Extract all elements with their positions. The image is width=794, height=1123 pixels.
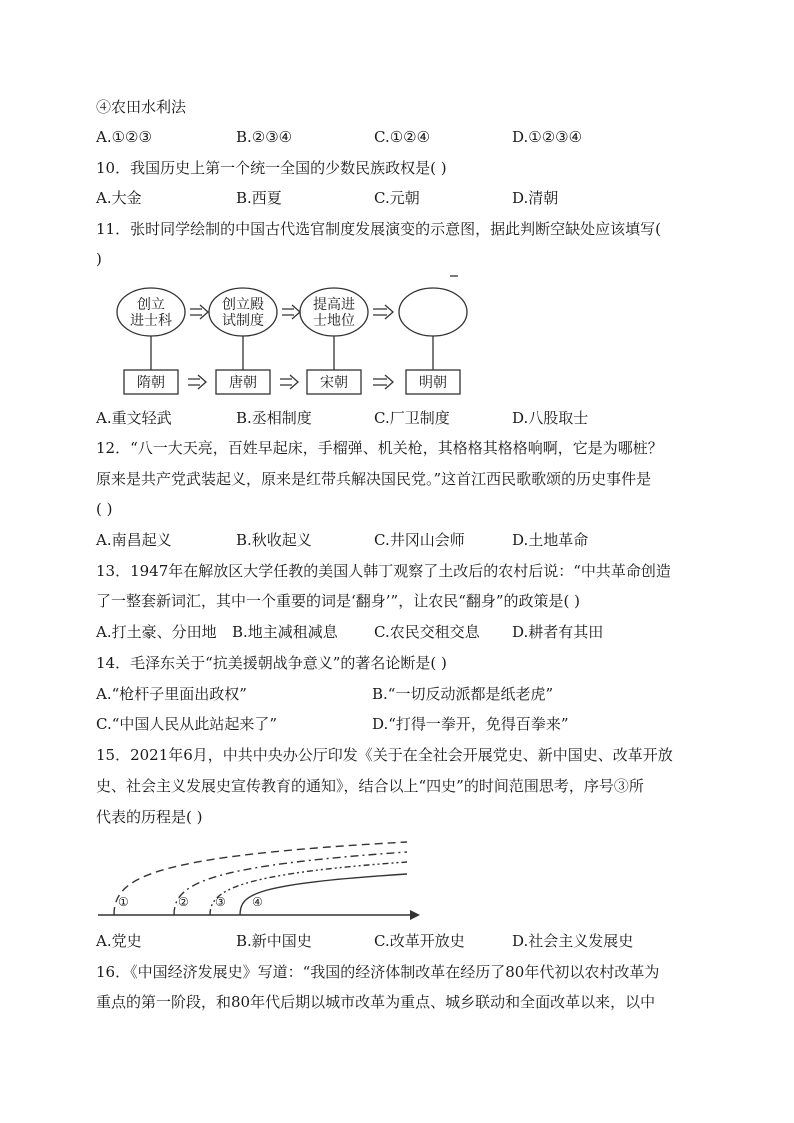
q15-option-d[interactable]: D.社会主义发展史: [512, 932, 634, 950]
q14-option-c[interactable]: C.“中国人民从此站起来了”: [96, 715, 278, 733]
q11-option-a[interactable]: A.重文轻武: [96, 409, 172, 427]
q10-option-a[interactable]: A.大金: [96, 189, 142, 207]
q9-item4: ④农田水利法: [96, 98, 187, 116]
q11-options: [96, 407, 736, 429]
q14-stem: 14．毛泽东关于“抗美援朝战争意义”的著名论断是( ): [96, 654, 447, 672]
curve-3: [210, 862, 407, 915]
q10-stem: 10．我国历史上第一个统一全国的少数民族政权是( ): [96, 159, 447, 177]
q16-line1: 16．《中国经济发展史》写道：“我国的经济体制改革在经历了80年代初以农村改革为: [96, 963, 660, 981]
curve-label-3: ③: [215, 895, 226, 909]
q11-option-c[interactable]: C.厂卫制度: [374, 409, 450, 427]
oval-3-line2: 士地位: [313, 313, 355, 329]
arrow-icon: [188, 375, 206, 389]
oval-4-blank: [399, 288, 467, 336]
q11-stem-line1: 11．张时同学绘制的中国古代选官制度发展演变的示意图，据此判断空缺处应该填写(: [96, 220, 661, 238]
q16-line2: 重点的第一阶段，和80年代后期以城市改革为重点、城乡联动和全面改革以来，以中: [96, 993, 656, 1011]
q15-option-b[interactable]: B.新中国史: [236, 932, 312, 950]
q15-line1: 15．2021年6月，中共中央办公厅印发《关于在全社会开展党史、新中国史、改革开放: [96, 746, 673, 764]
q15-option-c[interactable]: C.改革开放史: [374, 932, 465, 950]
q11-option-b[interactable]: B.丞相制度: [236, 409, 312, 427]
q12-option-b[interactable]: B.秋收起义: [236, 531, 312, 549]
q12-option-d[interactable]: D.土地革命: [512, 531, 589, 549]
q14-option-d[interactable]: D.“打得一拳开，免得百拳来”: [372, 715, 569, 733]
selection-system-diagram: [110, 272, 480, 402]
q13-line2: 了一整套新词汇，其中一个重要的词是‘翻身’”，让农民“翻身”的政策是( ): [96, 592, 581, 610]
q15-line3: 代表的历程是( ): [96, 808, 203, 826]
q12-line1: 12．“八一大天亮，百姓早起床，手榴弹、机关枪，其格格其格格响啊，它是为哪桩？: [96, 439, 663, 457]
q12-line3: ( ): [96, 500, 113, 518]
oval-1-line2: 进士科: [130, 313, 172, 329]
oval-3-line1: 提高进: [313, 297, 355, 313]
q13-option-b[interactable]: B.地主减租减息: [232, 623, 338, 641]
arrow-icon: [280, 375, 298, 389]
dynasty-3: 宋朝: [320, 375, 348, 391]
q13-option-c[interactable]: C.农民交租交息: [374, 623, 480, 641]
curve-label-2: ②: [178, 895, 189, 909]
q9-options: [96, 126, 736, 148]
q13-options: [96, 621, 736, 643]
q12-options: [96, 529, 736, 551]
arrow-icon: [373, 305, 393, 319]
q12-option-a[interactable]: A.南昌起义: [96, 531, 172, 549]
q14-options-row1: [96, 683, 736, 705]
q14-option-b[interactable]: B.“一切反动派都是纸老虎”: [372, 685, 554, 703]
curve-label-1: ①: [118, 895, 129, 909]
q9-option-a[interactable]: A.①②③: [96, 128, 152, 146]
q9-option-c[interactable]: C.①②④: [374, 128, 431, 146]
arrow-icon: [373, 375, 393, 389]
axis-arrow-icon: [410, 910, 420, 920]
arrow-icon: [282, 305, 300, 319]
q11-option-d[interactable]: D.八股取士: [512, 409, 589, 427]
dynasty-4: 明朝: [419, 375, 447, 391]
q11-stem-line2: ): [96, 250, 102, 268]
q9-option-d[interactable]: D.①②③④: [512, 128, 583, 146]
q15-option-a[interactable]: A.党史: [96, 932, 142, 950]
oval-1-line1: 创立: [137, 297, 165, 313]
curve-4: [240, 874, 407, 915]
q12-option-c[interactable]: C.井冈山会师: [374, 531, 465, 549]
dynasty-1: 隋朝: [137, 375, 165, 391]
four-histories-diagram: [94, 836, 424, 926]
q13-option-a[interactable]: A.打土豪、分田地: [96, 623, 217, 641]
q9-option-b[interactable]: B.②③④: [236, 128, 293, 146]
q10-option-b[interactable]: B.西夏: [236, 189, 282, 207]
q15-options: [96, 930, 736, 952]
q10-option-c[interactable]: C.元朝: [374, 189, 420, 207]
dynasty-2: 唐朝: [229, 375, 257, 391]
arrow-icon: [190, 305, 208, 319]
oval-2-line1: 创立殿: [222, 297, 264, 313]
q10-option-d[interactable]: D.清朝: [512, 189, 559, 207]
oval-2-line2: 试制度: [222, 313, 264, 329]
curve-label-4: ④: [252, 895, 263, 909]
curve-2: [174, 852, 407, 915]
q14-options-row2: [96, 713, 736, 735]
q13-line1: 13．1947年在解放区大学任教的美国人韩丁观察了土改后的农村后说：“中共革命创造: [96, 562, 671, 580]
q12-line2: 原来是共产党武装起义，原来是红带兵解决国民党。”这首江西民歌歌颂的历史事件是: [96, 470, 652, 488]
q14-option-a[interactable]: A.“枪杆子里面出政权”: [96, 685, 247, 703]
q10-options: [96, 187, 736, 209]
q13-option-d[interactable]: D.耕者有其田: [512, 623, 604, 641]
q15-line2: 史、社会主义发展史宣传教育的通知》，结合以上“四史”的时间范围思考，序号③所: [96, 777, 644, 795]
